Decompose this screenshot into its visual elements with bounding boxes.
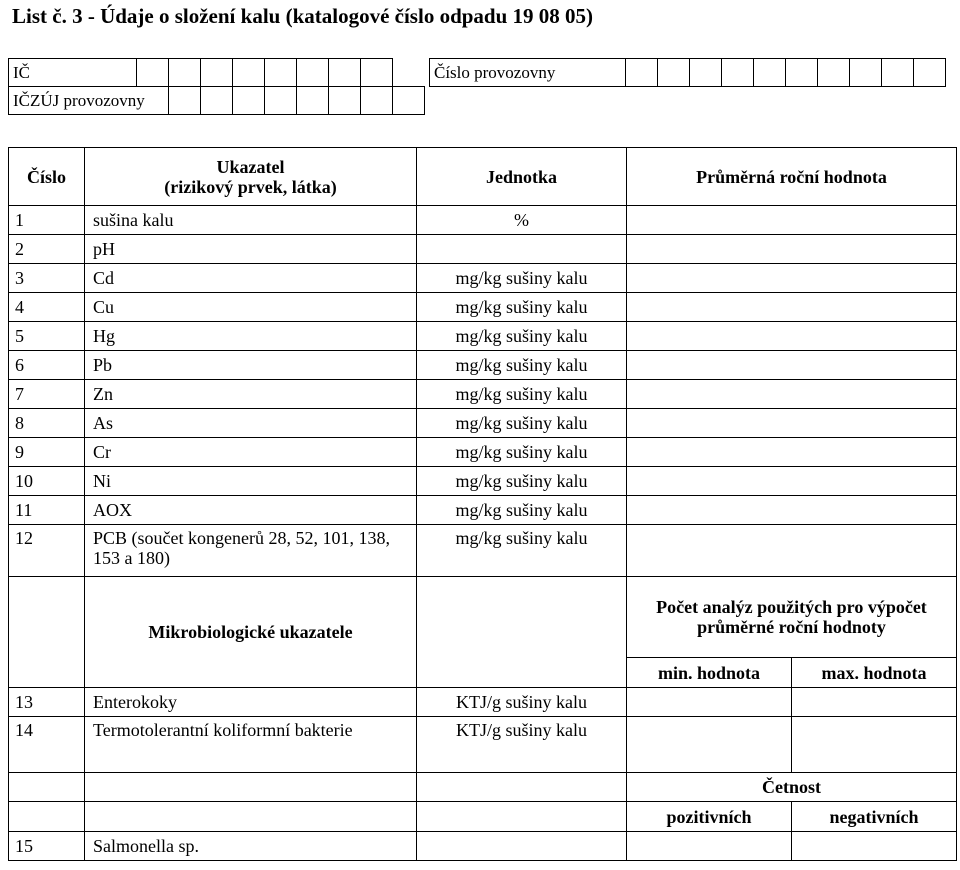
table-row [9, 832, 957, 861]
ic-digit-cell[interactable] [361, 59, 393, 87]
row-unit: mg/kg sušiny kalu [417, 467, 627, 496]
iczuj-digit-cell[interactable] [169, 87, 201, 115]
iczuj-label: IČZÚJ provozovny [9, 87, 169, 115]
negativnich-header: negativních [792, 802, 957, 832]
row-number: 6 [9, 351, 85, 380]
row-unit: mg/kg sušiny kalu [417, 322, 627, 351]
provozovna-digit-cell[interactable] [786, 59, 818, 87]
header-ukazatel-line1: Ukazatel [216, 156, 285, 177]
provozovna-digit-cell[interactable] [914, 59, 946, 87]
iczuj-digit-cell[interactable] [361, 87, 393, 115]
table-row [9, 438, 957, 467]
blank-cell [417, 773, 627, 802]
ic-row [9, 59, 425, 87]
row-name: Zn [85, 380, 417, 409]
row-name: Cr [85, 438, 417, 467]
ic-digit-cell[interactable] [297, 59, 329, 87]
max-value-cell[interactable] [792, 688, 957, 717]
row-unit: KTJ/g sušiny kalu [417, 717, 627, 773]
row-unit: mg/kg sušiny kalu [417, 496, 627, 525]
provozovna-row [430, 59, 946, 87]
header-row [9, 148, 957, 206]
row-number: 3 [9, 264, 85, 293]
provozovna-digit-cell[interactable] [818, 59, 850, 87]
min-value-cell[interactable] [627, 717, 792, 773]
ic-digit-cell[interactable] [233, 59, 265, 87]
row-number: 7 [9, 380, 85, 409]
iczuj-row [9, 87, 425, 115]
blank-cell [85, 802, 417, 832]
cetnost-subheader-row [9, 802, 957, 832]
row-unit: mg/kg sušiny kalu [417, 380, 627, 409]
row-value-cell[interactable] [627, 351, 957, 380]
max-value-cell[interactable] [792, 717, 957, 773]
row-name: Enterokoky [85, 688, 417, 717]
pozitivnich-value-cell[interactable] [627, 832, 792, 861]
row-unit [417, 832, 627, 861]
row-unit: mg/kg sušiny kalu [417, 409, 627, 438]
ic-digit-cell[interactable] [329, 59, 361, 87]
row-name: AOX [85, 496, 417, 525]
iczuj-digit-cell[interactable] [201, 87, 233, 115]
table-row [9, 322, 957, 351]
blank-cell [9, 802, 85, 832]
row-value-cell[interactable] [627, 235, 957, 264]
table-row [9, 264, 957, 293]
row-name: Pb [85, 351, 417, 380]
row-number: 15 [9, 832, 85, 861]
provozovna-digit-cell[interactable] [882, 59, 914, 87]
iczuj-digit-cell[interactable] [233, 87, 265, 115]
row-name: pH [85, 235, 417, 264]
header-cislo: Číslo [9, 148, 85, 206]
row-value-cell[interactable] [627, 264, 957, 293]
table-row [9, 206, 957, 235]
row-unit: mg/kg sušiny kalu [417, 293, 627, 322]
blank-cell [9, 773, 85, 802]
row-name: PCB (součet kongenerů 28, 52, 101, 138, 153 a 180) [85, 525, 417, 577]
table-row [9, 496, 957, 525]
micro-header-unit-blank [417, 577, 627, 688]
row-number: 14 [9, 717, 85, 773]
negativnich-value-cell[interactable] [792, 832, 957, 861]
row-value-cell[interactable] [627, 409, 957, 438]
micro-title: Mikrobiologické ukazatele [85, 577, 417, 688]
ic-digit-cell[interactable] [137, 59, 169, 87]
row-number: 1 [9, 206, 85, 235]
table-row [9, 409, 957, 438]
row-name: Hg [85, 322, 417, 351]
row-number: 9 [9, 438, 85, 467]
provozovna-digit-cell[interactable] [626, 59, 658, 87]
row-name: sušina kalu [85, 206, 417, 235]
row-name: Cu [85, 293, 417, 322]
iczuj-digit-cell[interactable] [329, 87, 361, 115]
row-number: 2 [9, 235, 85, 264]
ic-digit-cell[interactable] [265, 59, 297, 87]
row-unit: mg/kg sušiny kalu [417, 438, 627, 467]
header-prumer: Průměrná roční hodnota [627, 148, 957, 206]
provozovna-digit-cell[interactable] [690, 59, 722, 87]
table-row [9, 688, 957, 717]
row-number: 10 [9, 467, 85, 496]
provozovna-digit-cell[interactable] [722, 59, 754, 87]
row-value-cell[interactable] [627, 496, 957, 525]
cetnost-header: Četnost [627, 773, 957, 802]
row-unit: mg/kg sušiny kalu [417, 351, 627, 380]
ic-table [8, 58, 425, 115]
table-row [9, 293, 957, 322]
table-row [9, 380, 957, 409]
micro-header-blank-cell [9, 577, 85, 688]
row-value-cell[interactable] [627, 380, 957, 409]
row-number: 11 [9, 496, 85, 525]
provozovna-label: Číslo provozovny [430, 59, 626, 87]
row-unit [417, 235, 627, 264]
row-value-cell[interactable] [627, 438, 957, 467]
provozovna-table [429, 58, 946, 87]
row-number: 4 [9, 293, 85, 322]
ic-label: IČ [9, 59, 137, 87]
table-row [9, 235, 957, 264]
row-number: 13 [9, 688, 85, 717]
header-ukazatel-line2: (rizikový prvek, látka) [164, 176, 337, 197]
row-name: Termotolerantní koliformní bakterie [85, 717, 417, 773]
row-name: Cd [85, 264, 417, 293]
cetnost-header-row [9, 773, 957, 802]
row-value-cell[interactable] [627, 322, 957, 351]
table-row [9, 717, 957, 773]
row-number: 5 [9, 322, 85, 351]
provozovna-digit-cell[interactable] [658, 59, 690, 87]
blank-cell [417, 802, 627, 832]
table-row [9, 351, 957, 380]
micro-count-header: Počet analýz použitých pro výpočet průměrné roční hodnoty [627, 577, 957, 658]
header-ukazatel [85, 148, 417, 206]
iczuj-digit-cell[interactable] [297, 87, 329, 115]
header-jednotka: Jednotka [417, 148, 627, 206]
row-value-cell[interactable] [627, 293, 957, 322]
row-value-cell[interactable] [627, 525, 957, 577]
row-value-cell[interactable] [627, 206, 957, 235]
sludge-composition-table [8, 147, 957, 861]
provozovna-digit-cell[interactable] [850, 59, 882, 87]
blank-cell [85, 773, 417, 802]
row-unit: mg/kg sušiny kalu [417, 264, 627, 293]
row-value-cell[interactable] [627, 467, 957, 496]
micro-header-row [9, 577, 957, 658]
iczuj-digit-cell[interactable] [393, 87, 425, 115]
provozovna-digit-cell[interactable] [754, 59, 786, 87]
min-hodnota-header: min. hodnota [627, 658, 792, 688]
row-name: As [85, 409, 417, 438]
pozitivnich-header: pozitivních [627, 802, 792, 832]
ic-blank-cell [393, 59, 425, 87]
table-row [9, 467, 957, 496]
row-name: Ni [85, 467, 417, 496]
table-row [9, 525, 957, 577]
max-hodnota-header: max. hodnota [792, 658, 957, 688]
iczuj-digit-cell[interactable] [265, 87, 297, 115]
min-value-cell[interactable] [627, 688, 792, 717]
ic-digit-cell[interactable] [169, 59, 201, 87]
row-name: Salmonella sp. [85, 832, 417, 861]
ic-digit-cell[interactable] [201, 59, 233, 87]
row-unit: KTJ/g sušiny kalu [417, 688, 627, 717]
row-unit: % [417, 206, 627, 235]
row-number: 8 [9, 409, 85, 438]
row-unit: mg/kg sušiny kalu [417, 525, 627, 577]
page-title: List č. 3 - Údaje o složení kalu (katalogové číslo odpadu 19 08 05) [12, 4, 594, 28]
row-number: 12 [9, 525, 85, 577]
